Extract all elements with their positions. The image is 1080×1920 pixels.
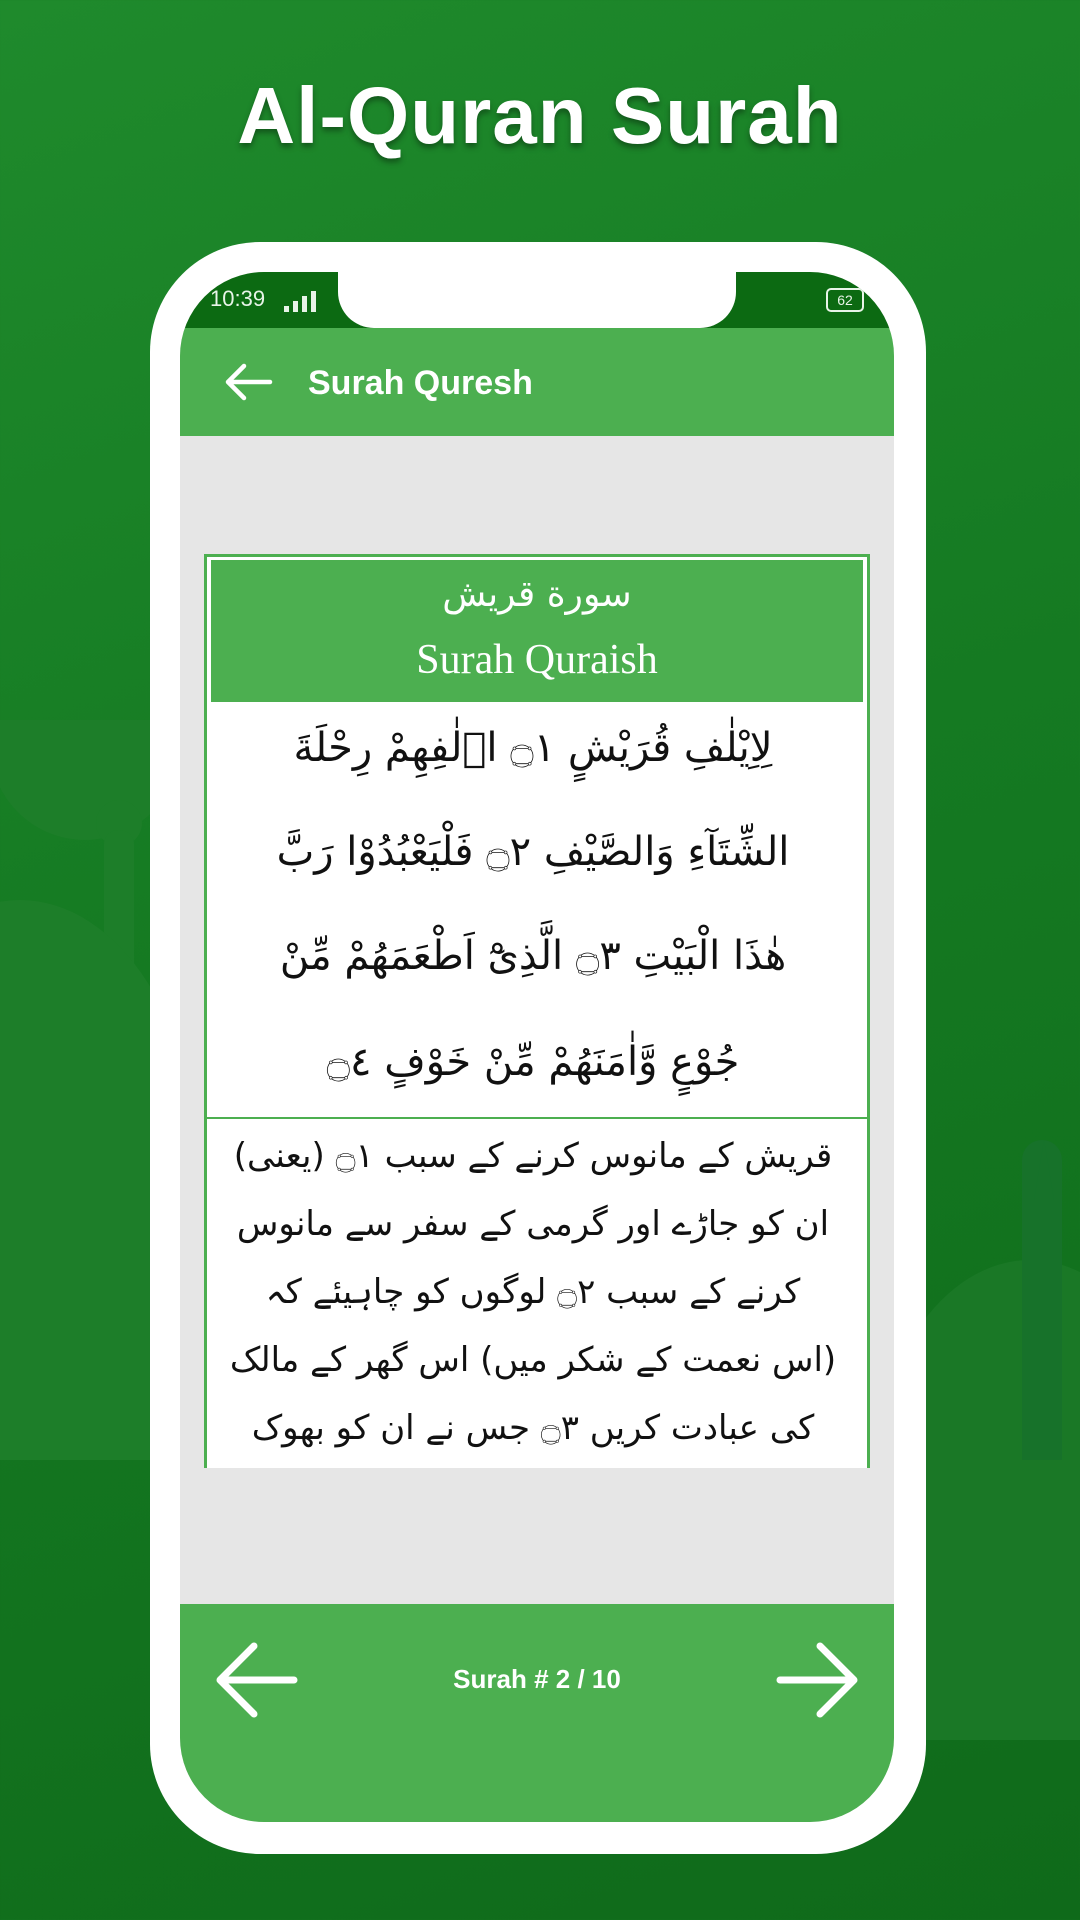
phone-screen	[180, 272, 894, 1822]
signal-icon	[284, 288, 324, 312]
surah-header	[211, 560, 863, 702]
promo-headline: Al-Quran Surah	[237, 71, 843, 160]
translation-line: کی عبادت کریں ۝٣ جس نے ان کو بھوک	[251, 1408, 815, 1448]
surah-title-english: Surah Quraish	[416, 637, 658, 683]
surah-counter: Surah # 2 / 10	[453, 1664, 621, 1694]
surah-card	[204, 554, 870, 1468]
bottom-navigation	[180, 1604, 894, 1822]
translation-line: ان کو جاڑے اور گرمی کے سفر سے مانوس	[236, 1204, 830, 1244]
surah-title-arabic: سورة قريش	[442, 574, 632, 615]
translation-line: قریش کے مانوس کرنے کے سبب ۝١ (یعنی)	[233, 1136, 833, 1176]
arrow-right-icon[interactable]	[774, 1638, 864, 1722]
ayah-line: هٰذَا الْبَیْتِ ۝٣ الَّذِیْٓ اَطْعَمَهُمْ مِّنْ	[279, 933, 787, 979]
translation-line: کرنے کے سبب ۝٢ لوگوں کو چاہیئے کہ	[265, 1272, 801, 1312]
ayah-line: الشِّتَآءِ وَالصَّیْفِ ۝٢ فَلْیَعْبُدُوْا رَبَّ	[276, 829, 790, 875]
page-title: Surah Quresh	[308, 364, 533, 402]
spire-decoration	[1034, 1140, 1054, 1200]
translation-line: (اس نعمت کے شکر میں) اس گھر کے مالک	[229, 1340, 837, 1380]
ayah-line: جُوْعٍ وَّاٰمَنَهُمْ مِّنْ خَوْفٍ ۝٤	[326, 1039, 740, 1085]
battery-icon: 62	[826, 288, 864, 312]
phone-frame	[150, 242, 926, 1854]
card-divider	[207, 1117, 867, 1119]
ayah-line: لِاِیْلٰفِ قُرَیْشٍ ۝١ اٖلٰفِهِمْ رِحْلَةَ	[293, 725, 773, 771]
status-time: 10:39	[210, 286, 266, 311]
phone-notch	[338, 272, 736, 328]
app-bar	[180, 328, 894, 436]
arrow-left-icon[interactable]	[220, 358, 276, 406]
